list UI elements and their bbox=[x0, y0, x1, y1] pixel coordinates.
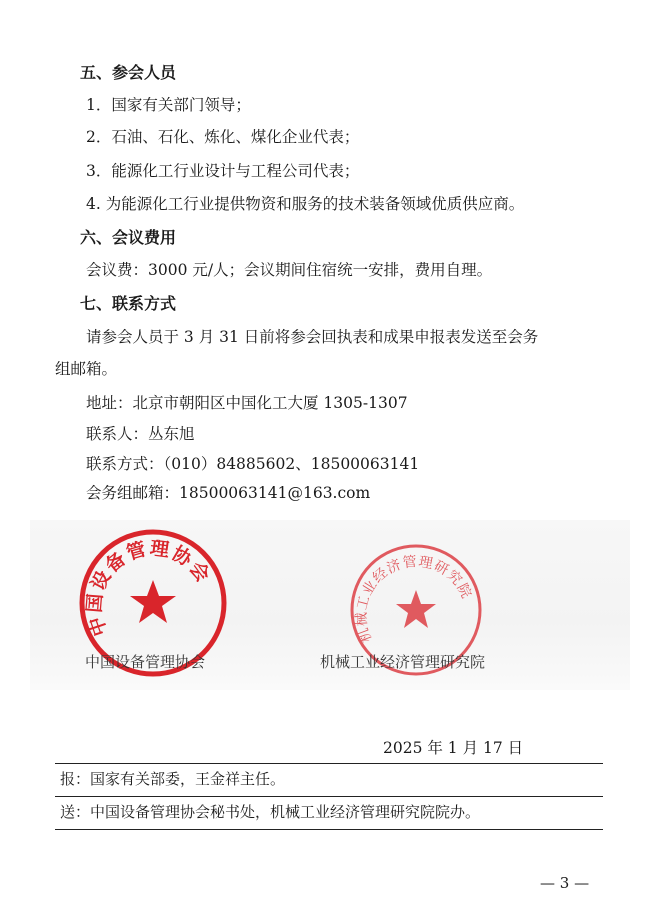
section-contact-title: 七、联系方式 bbox=[80, 294, 177, 313]
attendee-item: 4. 为能源化工行业提供物资和服务的技术装备领域优质供应商。 bbox=[86, 195, 525, 213]
star-icon bbox=[130, 580, 176, 623]
seal-org-label-1: 中国设备管理协会 bbox=[85, 653, 206, 671]
contact-address: 地址：北京市朝阳区中国化工大厦 1305-1307 bbox=[86, 394, 408, 412]
attendee-item: 1．国家有关部门领导； bbox=[86, 96, 251, 114]
attendee-item: 2．石油、石化、炼化、煤化企业代表； bbox=[86, 128, 360, 146]
divider-bottom bbox=[55, 829, 603, 830]
page-number: — 3 — bbox=[540, 874, 590, 892]
section-fees-title: 六、会议费用 bbox=[80, 228, 177, 247]
seal-org-label-2: 机械工业经济管理研究院 bbox=[320, 653, 486, 671]
contact-phone: 联系方式：（010）84885602、18500063141 bbox=[86, 455, 420, 473]
attendee-item: 3．能源化工行业设计与工程公司代表； bbox=[86, 162, 360, 180]
star-icon bbox=[396, 590, 436, 628]
divider-top bbox=[55, 763, 603, 764]
report-to-line: 报：国家有关部委，王金祥主任。 bbox=[60, 770, 286, 788]
send-to-line: 送：中国设备管理协会秘书处，机械工业经济管理研究院院办。 bbox=[60, 803, 481, 821]
divider-middle bbox=[55, 796, 603, 797]
contact-notice-line1: 请参会人员于 3 月 31 日前将参会回执表和成果申报表发送至会务 bbox=[86, 328, 539, 346]
section-attendees-title: 五、参会人员 bbox=[80, 63, 177, 82]
seal-ring-text-1: 中国设备管理协会 bbox=[83, 537, 215, 639]
contact-notice-line2: 组邮箱。 bbox=[55, 360, 118, 378]
fees-text: 会议费：3000 元/人；会议期间住宿统一安排，费用自理。 bbox=[86, 261, 493, 279]
contact-person: 联系人：丛东旭 bbox=[86, 425, 195, 443]
contact-email: 会务组邮箱：18500063141@163.com bbox=[86, 484, 371, 502]
seal-ring-text-2: 机械工业经济管理研究院 bbox=[353, 553, 475, 645]
document-date: 2025 年 1 月 17 日 bbox=[383, 739, 524, 757]
